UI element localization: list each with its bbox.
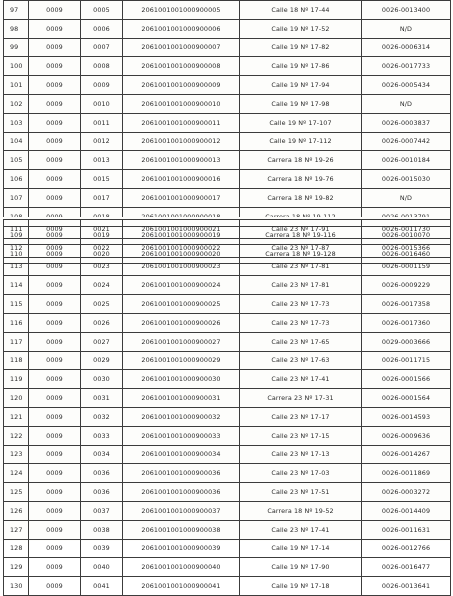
address-cell: Carrera 18 Nº 19-116 — [240, 226, 362, 245]
block-cell: 0009 — [29, 351, 81, 370]
block-cell: 0009 — [29, 238, 81, 257]
cadastral-code-cell: 2061001001000900019 — [123, 226, 240, 245]
lot-cell: 0027 — [81, 332, 123, 351]
registry-number-cell: N/D — [362, 19, 451, 38]
address-cell: Calle 23 Nº 17-81 — [240, 276, 362, 295]
registry-number-cell: 0026-0017358 — [362, 295, 451, 314]
block-cell: 0009 — [29, 445, 81, 464]
cadastral-code-cell: 2061001001000900025 — [123, 295, 240, 314]
registry-number-cell: 0026-0014593 — [362, 407, 451, 426]
registry-number-cell: 0026-0001159 — [362, 257, 451, 276]
row-number-cell: 122 — [4, 426, 29, 445]
lot-cell: 0021 — [81, 220, 123, 239]
registry-number-cell: 0026-0011715 — [362, 351, 451, 370]
address-cell: Calle 18 Nº 17-44 — [240, 1, 362, 20]
lot-cell: 0022 — [81, 238, 123, 257]
address-cell: Calle 23 Nº 17-17 — [240, 407, 362, 426]
address-cell: Calle 19 Nº 17-86 — [240, 57, 362, 76]
registry-number-cell: 0026-0013400 — [362, 1, 451, 20]
lot-cell: 0006 — [81, 19, 123, 38]
row-number-cell: 110 — [4, 245, 29, 264]
row-number-cell: 126 — [4, 501, 29, 520]
cadastral-code-cell: 2061001001000900024 — [123, 276, 240, 295]
table-row — [4, 577, 451, 596]
cadastral-code-cell: 2061001001000900009 — [123, 76, 240, 95]
block-cell: 0009 — [29, 245, 81, 264]
block-cell: 0009 — [29, 257, 81, 276]
table-row — [4, 520, 451, 539]
block-cell: 0009 — [29, 520, 81, 539]
row-number-cell: 116 — [4, 313, 29, 332]
table-row — [4, 1, 451, 20]
row-number-cell: 125 — [4, 483, 29, 502]
lot-cell: 0005 — [81, 1, 123, 20]
row-number-cell: 106 — [4, 170, 29, 189]
lot-cell: 0032 — [81, 407, 123, 426]
lot-cell: 0009 — [81, 76, 123, 95]
lot-cell: 0020 — [81, 245, 123, 264]
address-cell: Calle 23 Nº 17-65 — [240, 332, 362, 351]
cadastral-code-cell: 2061001001000900022 — [123, 238, 240, 257]
block-cell: 0009 — [29, 220, 81, 239]
lot-cell: 0037 — [81, 501, 123, 520]
address-cell: Carrera 18 Nº 19-76 — [240, 170, 362, 189]
cadastral-code-cell: 2061001001000900027 — [123, 332, 240, 351]
cadastral-code-cell: 2061001001000900037 — [123, 501, 240, 520]
cadastral-code-cell: 2061001001000900033 — [123, 426, 240, 445]
lot-cell: 0033 — [81, 426, 123, 445]
cadastral-code-cell: 2061001001000900013 — [123, 151, 240, 170]
address-cell: Calle 23 Nº 17-73 — [240, 295, 362, 314]
table-row — [4, 170, 451, 189]
lot-cell: 0034 — [81, 445, 123, 464]
lot-cell: 0030 — [81, 370, 123, 389]
address-cell: Calle 23 Nº 17-15 — [240, 426, 362, 445]
table-row — [4, 332, 451, 351]
table-row — [4, 389, 451, 408]
cadastral-code-cell: 2061001001000900029 — [123, 351, 240, 370]
lot-cell: 0017 — [81, 188, 123, 207]
address-cell: Calle 19 Nº 17-94 — [240, 76, 362, 95]
row-number-cell: 119 — [4, 370, 29, 389]
table-row — [4, 188, 451, 207]
block-cell: 0009 — [29, 483, 81, 502]
registry-number-cell: 0026-0009636 — [362, 426, 451, 445]
lot-cell: 0040 — [81, 558, 123, 577]
table-row — [4, 220, 451, 239]
table-row — [4, 238, 451, 257]
row-number-cell: 117 — [4, 332, 29, 351]
lot-cell: 0010 — [81, 94, 123, 113]
lot-cell: 0023 — [81, 257, 123, 276]
row-number-cell: 111 — [4, 220, 29, 239]
registry-number-cell: 0026-0005434 — [362, 76, 451, 95]
registry-number-cell: 0026-0010070 — [362, 226, 451, 245]
parcel-table-bottom-body — [4, 220, 451, 596]
block-cell: 0009 — [29, 94, 81, 113]
registry-number-cell: 0026-0016460 — [362, 245, 451, 264]
parcel-table-bottom — [3, 219, 451, 596]
table-row — [4, 370, 451, 389]
row-number-cell: 109 — [4, 226, 29, 245]
block-cell: 0009 — [29, 151, 81, 170]
registry-number-cell: 0026-0014267 — [362, 445, 451, 464]
registry-number-cell: 0026-0010184 — [362, 151, 451, 170]
cadastral-code-cell: 2061001001000900038 — [123, 520, 240, 539]
lot-cell: 0039 — [81, 539, 123, 558]
row-number-cell: 120 — [4, 389, 29, 408]
table-row — [4, 76, 451, 95]
address-cell: Calle 19 Nº 17-82 — [240, 38, 362, 57]
cadastral-code-cell: 2061001001000900006 — [123, 19, 240, 38]
block-cell: 0009 — [29, 501, 81, 520]
cadastral-code-cell: 2061001001000900012 — [123, 132, 240, 151]
cadastral-code-cell: 2061001001000900032 — [123, 407, 240, 426]
cadastral-code-cell: 2061001001000900034 — [123, 445, 240, 464]
block-cell: 0009 — [29, 577, 81, 596]
lot-cell: 0011 — [81, 113, 123, 132]
table-row — [4, 426, 451, 445]
row-number-cell: 104 — [4, 132, 29, 151]
cadastral-code-cell: 2061001001000900007 — [123, 38, 240, 57]
table-row — [4, 558, 451, 577]
row-number-cell: 107 — [4, 188, 29, 207]
lot-cell: 0007 — [81, 38, 123, 57]
table-row — [4, 445, 451, 464]
row-number-cell: 98 — [4, 19, 29, 38]
registry-number-cell: 0026-0011730 — [362, 220, 451, 239]
address-cell: Calle 23 Nº 17-73 — [240, 313, 362, 332]
address-cell: Calle 23 Nº 17-51 — [240, 483, 362, 502]
lot-cell: 0024 — [81, 276, 123, 295]
registry-number-cell: 0026-0011869 — [362, 464, 451, 483]
row-number-cell: 114 — [4, 276, 29, 295]
lot-cell: 0026 — [81, 313, 123, 332]
registry-number-cell: 0026-0013641 — [362, 577, 451, 596]
block-cell: 0009 — [29, 170, 81, 189]
block-cell: 0009 — [29, 57, 81, 76]
table-row — [4, 132, 451, 151]
address-cell: Calle 23 Nº 17-87 — [240, 238, 362, 257]
registry-number-cell: N/D — [362, 94, 451, 113]
block-cell: 0009 — [29, 19, 81, 38]
lot-cell: 0029 — [81, 351, 123, 370]
row-number-cell: 100 — [4, 57, 29, 76]
registry-number-cell: 0026-0001566 — [362, 370, 451, 389]
address-cell: Calle 23 Nº 17-91 — [240, 220, 362, 239]
cadastral-code-cell: 2061001001000900036 — [123, 483, 240, 502]
table-row — [4, 57, 451, 76]
cadastral-code-cell: 2061001001000900021 — [123, 220, 240, 239]
registry-number-cell: 0026-0014409 — [362, 501, 451, 520]
lot-cell: 0012 — [81, 132, 123, 151]
cadastral-code-cell: 2061001001000900030 — [123, 370, 240, 389]
cadastral-code-cell: 2061001001000900031 — [123, 389, 240, 408]
address-cell: Calle 23 Nº 17-63 — [240, 351, 362, 370]
table-row — [4, 94, 451, 113]
block-cell: 0009 — [29, 464, 81, 483]
table-row — [4, 539, 451, 558]
lot-cell: 0013 — [81, 151, 123, 170]
block-cell: 0009 — [29, 407, 81, 426]
block-cell: 0009 — [29, 226, 81, 245]
table-row — [4, 501, 451, 520]
registry-number-cell: 0026-0015366 — [362, 238, 451, 257]
cadastral-code-cell: 2061001001000900017 — [123, 188, 240, 207]
row-number-cell: 118 — [4, 351, 29, 370]
cadastral-code-cell: 2061001001000900026 — [123, 313, 240, 332]
address-cell: Carrera 18 Nº 19-128 — [240, 245, 362, 264]
block-cell: 0009 — [29, 113, 81, 132]
row-number-cell: 123 — [4, 445, 29, 464]
cadastral-code-cell: 2061001001000900040 — [123, 558, 240, 577]
registry-number-cell: 0026-0012766 — [362, 539, 451, 558]
lot-cell: 0019 — [81, 226, 123, 245]
table-row — [4, 151, 451, 170]
block-cell: 0009 — [29, 558, 81, 577]
registry-number-cell: 0026-0017360 — [362, 313, 451, 332]
cadastral-code-cell: 2061001001000900005 — [123, 1, 240, 20]
registry-number-cell: 0026-0016477 — [362, 558, 451, 577]
row-number-cell: 103 — [4, 113, 29, 132]
block-cell: 0009 — [29, 370, 81, 389]
registry-number-cell: 0026-0015030 — [362, 170, 451, 189]
table-row — [4, 464, 451, 483]
address-cell: Calle 23 Nº 17-81 — [240, 257, 362, 276]
address-cell: Calle 19 Nº 17-90 — [240, 558, 362, 577]
address-cell: Calle 19 Nº 17-14 — [240, 539, 362, 558]
block-cell: 0009 — [29, 295, 81, 314]
address-cell: Calle 23 Nº 17-13 — [240, 445, 362, 464]
address-cell: Calle 23 Nº 17-41 — [240, 520, 362, 539]
row-number-cell: 130 — [4, 577, 29, 596]
row-number-cell: 102 — [4, 94, 29, 113]
lot-cell: 0008 — [81, 57, 123, 76]
registry-number-cell: 0026-0017733 — [362, 57, 451, 76]
address-cell: Calle 19 Nº 17-52 — [240, 19, 362, 38]
registry-number-cell: 0026-0003837 — [362, 113, 451, 132]
lot-cell: 0015 — [81, 170, 123, 189]
table-row — [4, 295, 451, 314]
block-cell: 0009 — [29, 426, 81, 445]
cadastral-code-cell: 2061001001000900008 — [123, 57, 240, 76]
lot-cell: 0031 — [81, 389, 123, 408]
address-cell: Carrera 18 Nº 19-82 — [240, 188, 362, 207]
row-number-cell: 127 — [4, 520, 29, 539]
block-cell: 0009 — [29, 132, 81, 151]
row-number-cell: 99 — [4, 38, 29, 57]
row-number-cell: 128 — [4, 539, 29, 558]
block-cell: 0009 — [29, 276, 81, 295]
block-cell: 0009 — [29, 188, 81, 207]
block-cell: 0009 — [29, 313, 81, 332]
registry-number-cell: 0029-0003666 — [362, 332, 451, 351]
row-number-cell: 112 — [4, 238, 29, 257]
address-cell: Carrera 23 Nº 17-31 — [240, 389, 362, 408]
cadastral-code-cell: 2061001001000900010 — [123, 94, 240, 113]
cadastral-code-cell: 2061001001000900023 — [123, 257, 240, 276]
lot-cell: 0036 — [81, 483, 123, 502]
address-cell: Carrera 18 Nº 19-26 — [240, 151, 362, 170]
registry-number-cell: 0026-0006314 — [362, 38, 451, 57]
registry-number-cell: N/D — [362, 188, 451, 207]
cadastral-code-cell: 2061001001000900011 — [123, 113, 240, 132]
block-cell: 0009 — [29, 38, 81, 57]
lot-cell: 0036 — [81, 464, 123, 483]
table-row — [4, 407, 451, 426]
table-row — [4, 19, 451, 38]
block-cell: 0009 — [29, 389, 81, 408]
address-cell: Calle 19 Nº 17-18 — [240, 577, 362, 596]
table-row — [4, 276, 451, 295]
address-cell: Calle 19 Nº 17-107 — [240, 113, 362, 132]
cadastral-code-cell: 2061001001000900016 — [123, 170, 240, 189]
cadastral-code-cell: 2061001001000900036 — [123, 464, 240, 483]
block-cell: 0009 — [29, 539, 81, 558]
row-number-cell: 113 — [4, 257, 29, 276]
lot-cell: 0038 — [81, 520, 123, 539]
registry-number-cell: 0026-0003272 — [362, 483, 451, 502]
address-cell: Calle 19 Nº 17-98 — [240, 94, 362, 113]
registry-number-cell: 0026-0009229 — [362, 276, 451, 295]
row-number-cell: 97 — [4, 1, 29, 20]
registry-number-cell: 0026-0007442 — [362, 132, 451, 151]
cadastral-code-cell: 2061001001000900039 — [123, 539, 240, 558]
row-number-cell: 124 — [4, 464, 29, 483]
block-cell: 0009 — [29, 76, 81, 95]
table-row — [4, 257, 451, 276]
table-row — [4, 483, 451, 502]
row-number-cell: 129 — [4, 558, 29, 577]
address-cell: Carrera 18 Nº 19-52 — [240, 501, 362, 520]
row-number-cell: 115 — [4, 295, 29, 314]
row-number-cell: 105 — [4, 151, 29, 170]
cadastral-code-cell: 2061001001000900020 — [123, 245, 240, 264]
block-cell: 0009 — [29, 332, 81, 351]
address-cell: Calle 23 Nº 17-41 — [240, 370, 362, 389]
address-cell: Calle 23 Nº 17-03 — [240, 464, 362, 483]
lot-cell: 0041 — [81, 577, 123, 596]
table-row — [4, 113, 451, 132]
row-number-cell: 101 — [4, 76, 29, 95]
registry-number-cell: 0026-0011631 — [362, 520, 451, 539]
row-number-cell: 121 — [4, 407, 29, 426]
cadastral-code-cell: 2061001001000900041 — [123, 577, 240, 596]
table-row — [4, 313, 451, 332]
table-row — [4, 38, 451, 57]
registry-number-cell: 0026-0001564 — [362, 389, 451, 408]
block-cell: 0009 — [29, 1, 81, 20]
address-cell: Calle 19 Nº 17-112 — [240, 132, 362, 151]
lot-cell: 0025 — [81, 295, 123, 314]
table-row — [4, 351, 451, 370]
